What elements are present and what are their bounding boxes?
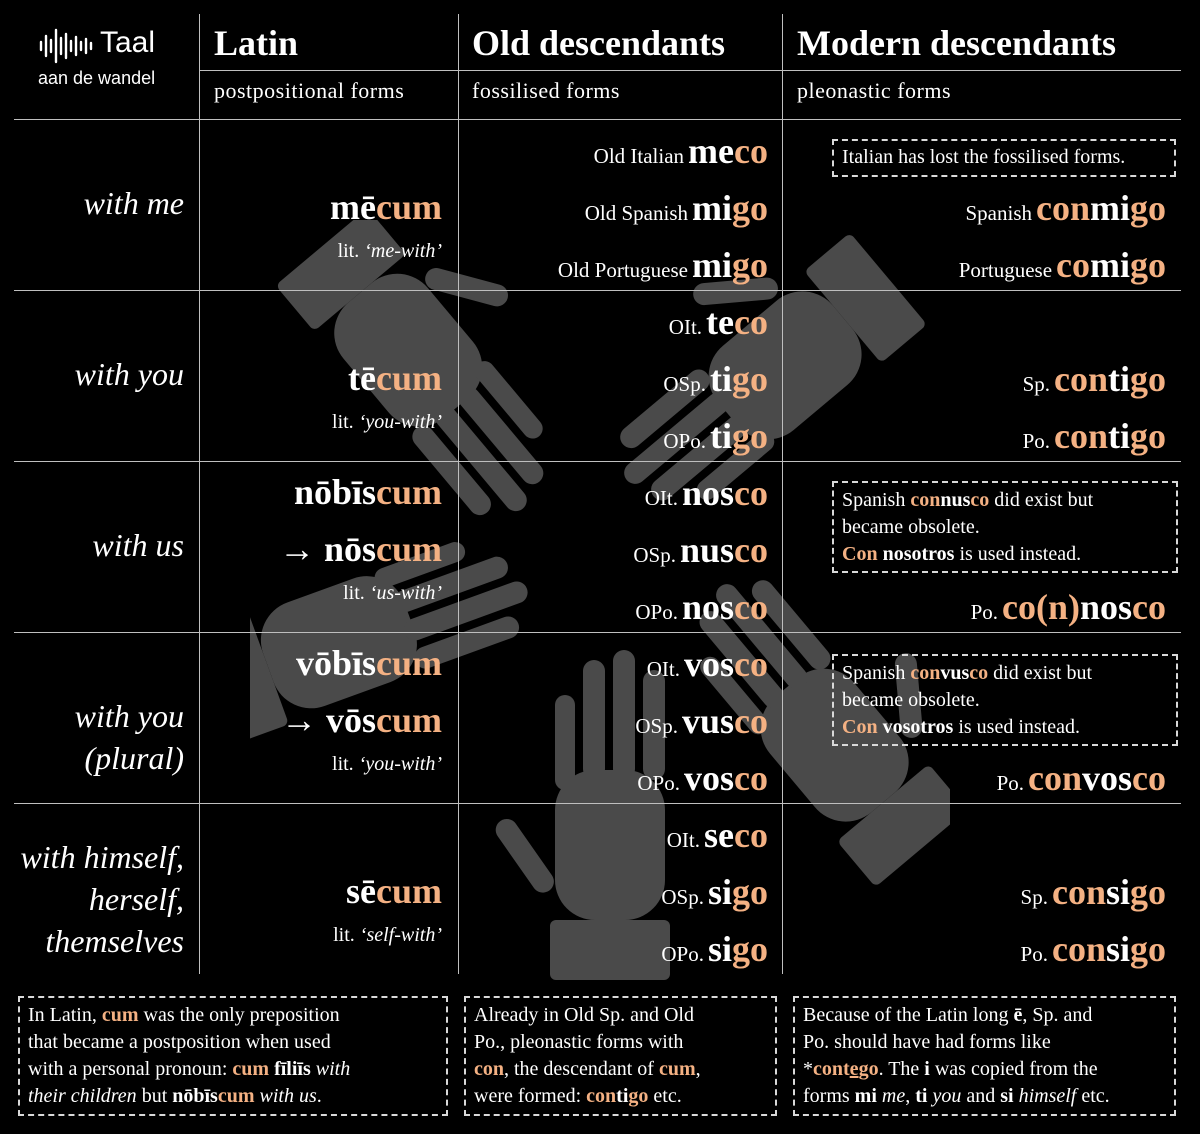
row-divider — [14, 461, 1181, 462]
modern-note: Spanish convusco did exist but became obsolete. Con vosotros is used instead. — [832, 654, 1178, 746]
subheader-modern: pleonastic forms — [797, 78, 952, 103]
old-form: Old Portuguese migo — [557, 245, 768, 285]
footnote-middle: Already in Old Sp. and Old Po., pleonastic forms with con, the descendant of cum, were formed: contigo etc. — [464, 996, 777, 1116]
modern-form: Po. contigo — [1022, 416, 1166, 456]
literal-gloss: lit. ‘me-with’ — [337, 240, 442, 262]
literal-gloss: lit. ‘you-with’ — [332, 411, 442, 433]
row-label: with us — [92, 527, 184, 563]
header-divider — [199, 70, 1181, 71]
header-latin: Latin — [214, 23, 299, 63]
old-form: OPo. sigo — [661, 929, 768, 969]
logo-name: Taal — [100, 26, 156, 59]
old-form: OSp. vusco — [635, 701, 768, 741]
literal-gloss: lit. ‘you-with’ — [332, 753, 442, 775]
modern-form: Po. co(n)nosco — [970, 587, 1166, 627]
latin-form: nōbīscum — [293, 472, 442, 512]
row-divider — [14, 632, 1181, 633]
footnote-left: In Latin, cum was the only preposition that became a postposition when used with a personal pronoun: cum fīliīs with their children but nōbīscum with us. — [18, 996, 448, 1116]
old-form: Old Italian meco — [593, 131, 768, 171]
old-form: OSp. nusco — [633, 530, 768, 570]
row-label: with me — [83, 185, 184, 221]
old-form: OIt. seco — [666, 815, 768, 855]
latin-form: vōbīscum — [295, 643, 442, 683]
modern-note: Italian has lost the fossilised forms. — [832, 139, 1176, 177]
modern-form: Spanish conmigo — [965, 188, 1166, 228]
old-form: OIt. nosco — [644, 473, 768, 513]
subheader-old: fossilised forms — [472, 78, 620, 103]
old-form: OSp. sigo — [661, 872, 768, 912]
old-form: OPo. vosco — [637, 758, 768, 798]
old-form: OIt. vosco — [646, 644, 768, 684]
logo-tagline: aan de wandel — [38, 68, 156, 88]
row-divider — [14, 290, 1181, 291]
modern-form: Sp. consigo — [1020, 872, 1166, 912]
row-divider — [14, 119, 1181, 120]
modern-form: Po. convosco — [996, 758, 1166, 798]
header-old: Old descendants — [472, 23, 726, 63]
latin-form: sēcum — [346, 871, 442, 911]
old-form: OIt. teco — [668, 302, 768, 342]
literal-gloss: lit. ‘us-with’ — [343, 582, 442, 604]
modern-form: Portuguese comigo — [958, 245, 1166, 285]
footnote-right: Because of the Latin long ē, Sp. and Po. should have had forms like *contego. The i was copied from the forms mi me, ti you and si himself etc. — [793, 996, 1176, 1116]
row-label: with himself, herself, themselves — [20, 839, 184, 959]
subheader-latin: postpositional forms — [214, 78, 405, 103]
row-divider — [14, 803, 1181, 804]
old-form: OPo. nosco — [635, 587, 768, 627]
old-form: OSp. tigo — [663, 359, 768, 399]
row-label: with you (plural) — [74, 698, 184, 776]
literal-gloss: lit. ‘self-with’ — [333, 924, 442, 946]
grid-divider — [199, 14, 200, 974]
soundwave-icon — [38, 28, 96, 64]
latin-form: mēcum — [330, 187, 442, 227]
row-label: with you — [74, 356, 184, 392]
modern-note: Spanish connusco did exist but became obsolete. Con nosotros is used instead. — [832, 481, 1178, 573]
old-form: Old Spanish migo — [584, 188, 768, 228]
latin-form: → vōscum — [280, 700, 442, 740]
latin-form: tēcum — [348, 358, 442, 398]
latin-form: → nōscum — [278, 529, 442, 569]
grid-divider — [782, 14, 783, 974]
header-modern: Modern descendants — [797, 23, 1117, 63]
old-form: OPo. tigo — [663, 416, 768, 456]
grid-divider — [458, 14, 459, 974]
modern-form: Po. consigo — [1020, 929, 1166, 969]
modern-form: Sp. contigo — [1022, 359, 1166, 399]
